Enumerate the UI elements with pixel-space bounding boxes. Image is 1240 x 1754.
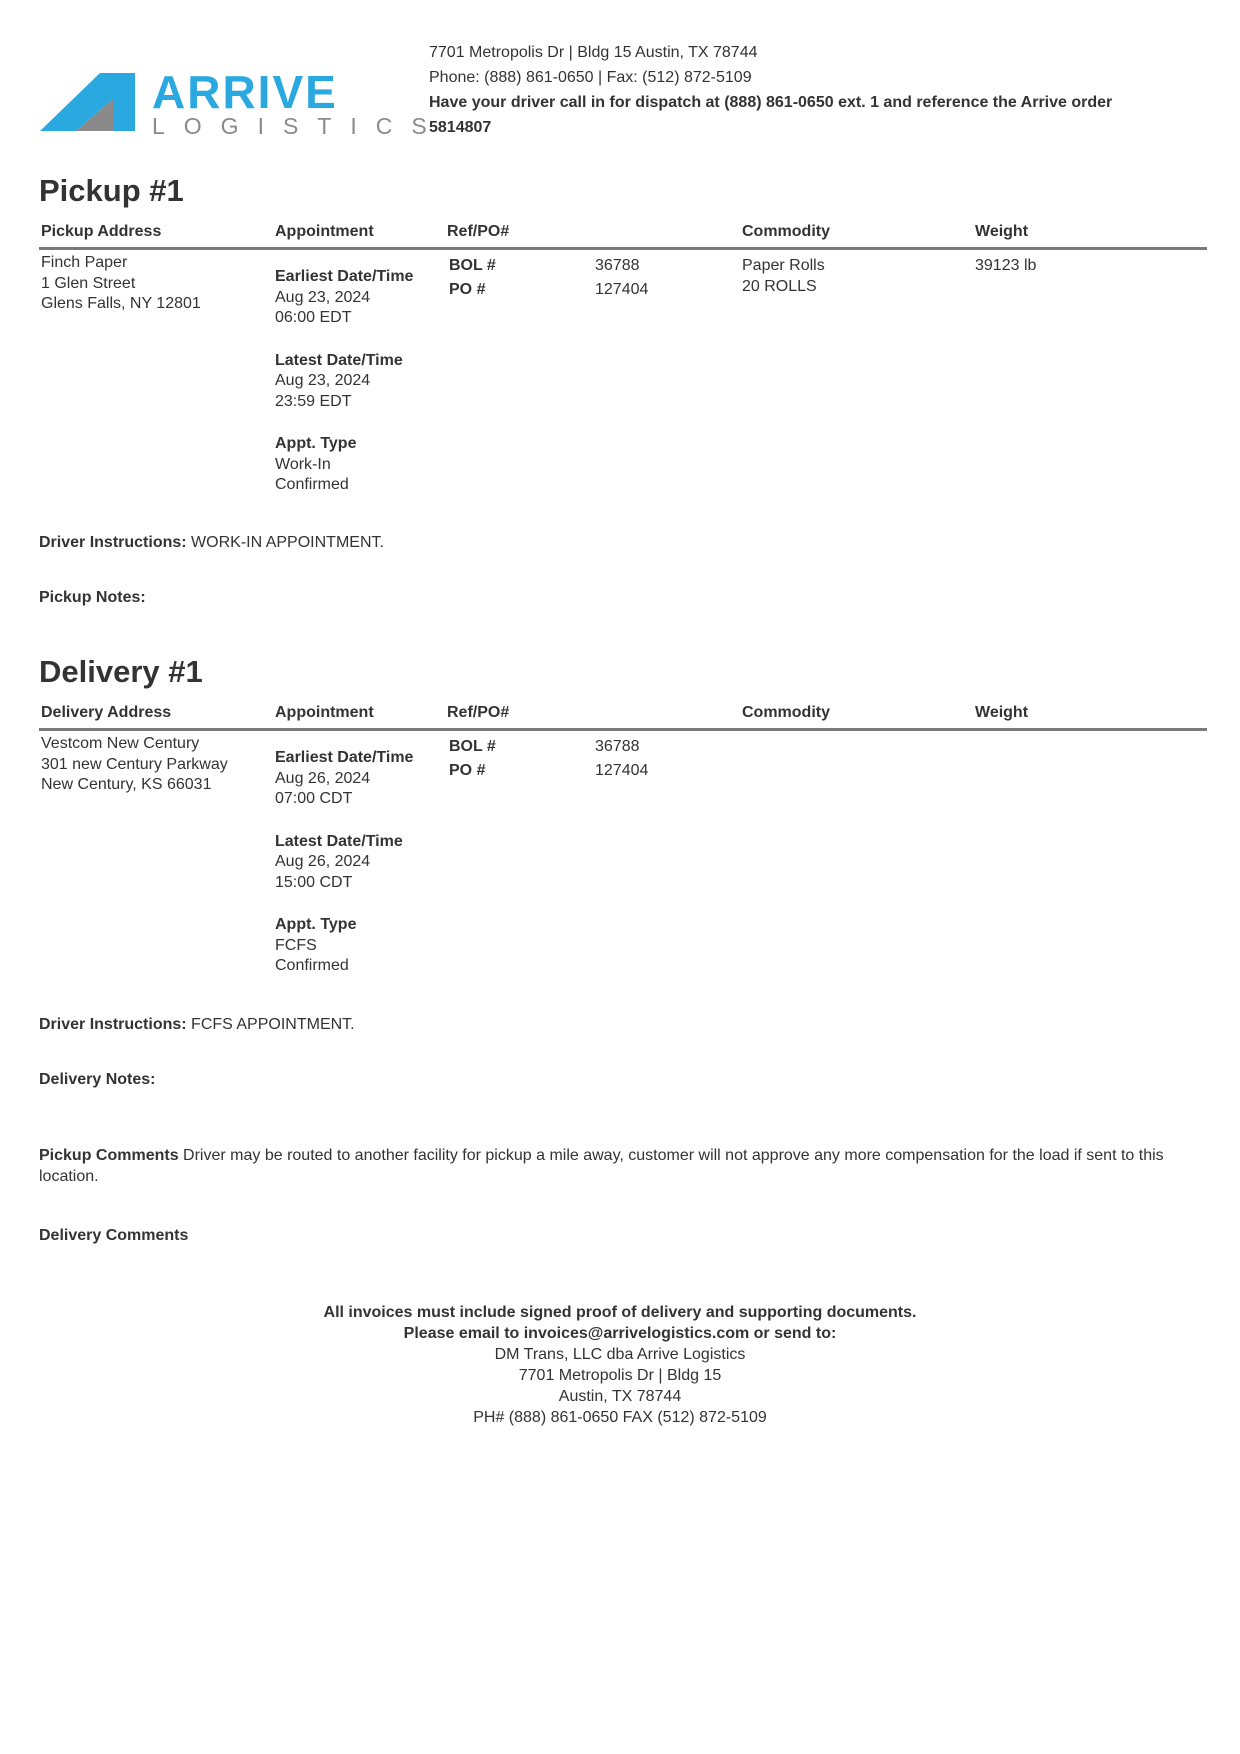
pickup-appt-type-label: Appt. Type (275, 435, 357, 452)
footer-line-6: PH# (888) 861-0650 FAX (512) 872-5109 (473, 1409, 767, 1426)
pickup-latest-time: 23:59 EDT (275, 392, 352, 410)
delivery-col-appointment: Appointment (275, 704, 374, 721)
delivery-latest-time: 15:00 CDT (275, 873, 353, 891)
pickup-comments-text: Driver may be routed to another facility for pickup a mile away, customer will not approve any more compensation for the load if sent to this location. (39, 1147, 1164, 1185)
pickup-col-appointment: Appointment (275, 223, 374, 240)
delivery-table-header (39, 702, 1207, 731)
pickup-col-ref: Ref/PO# (447, 223, 510, 240)
pickup-earliest (275, 267, 413, 329)
delivery-address (41, 734, 228, 796)
pickup-commodity-line: Paper Rolls (742, 257, 825, 274)
pickup-section (39, 173, 1207, 510)
delivery-comments-label: Delivery Comments (39, 1227, 189, 1244)
pickup-comments (39, 1145, 1209, 1187)
delivery-ref-labels (449, 737, 496, 785)
delivery-appointment (275, 734, 413, 977)
delivery-appt-type-value: FCFS (275, 936, 317, 954)
pickup-address (41, 253, 201, 315)
delivery-driver-instructions-label: Driver Instructions: (39, 1016, 187, 1033)
pickup-ref-labels (449, 256, 496, 304)
delivery-address-line: Vestcom New Century (41, 735, 200, 752)
delivery-col-commodity: Commodity (742, 704, 830, 721)
delivery-col-address: Delivery Address (41, 704, 172, 721)
delivery-col-ref: Ref/PO# (447, 704, 510, 721)
delivery-earliest-date: Aug 26, 2024 (275, 769, 371, 787)
pickup-col-address: Pickup Address (41, 223, 162, 240)
delivery-section (39, 654, 1207, 991)
delivery-earliest-label: Earliest Date/Time (275, 749, 414, 766)
header-phone: Phone: (888) 861-0650 | Fax: (512) 872-5109 (429, 69, 752, 86)
pickup-earliest-time: 06:00 EDT (275, 309, 352, 326)
delivery-po-label: PO # (449, 762, 486, 779)
delivery-title: Delivery #1 (39, 654, 203, 689)
pickup-table-header (39, 221, 1207, 250)
header-address: 7701 Metropolis Dr | Bldg 15 Austin, TX 78744 (429, 44, 758, 61)
delivery-po-value: 127404 (595, 762, 649, 779)
delivery-driver-instructions-text: FCFS APPOINTMENT. (191, 1016, 355, 1033)
delivery-address-line: 301 new Century Parkway (41, 755, 228, 773)
delivery-notes-label: Delivery Notes: (39, 1071, 156, 1088)
pickup-appt-type (275, 434, 413, 496)
pickup-latest-date: Aug 23, 2024 (275, 372, 371, 389)
pickup-col-weight: Weight (975, 223, 1029, 240)
delivery-appt-status: Confirmed (275, 957, 349, 974)
pickup-appt-type-value: Work-In (275, 455, 331, 473)
pickup-commodity (742, 256, 825, 297)
pickup-bol-label: BOL # (449, 257, 496, 274)
invoice-footer (0, 1302, 1240, 1428)
pickup-appointment (275, 253, 413, 496)
pickup-commodity-line: 20 ROLLS (742, 277, 817, 295)
pickup-earliest-label: Earliest Date/Time (275, 268, 414, 285)
pickup-latest (275, 351, 413, 413)
pickup-address-line: 1 Glen Street (41, 274, 136, 292)
delivery-bol-value: 36788 (595, 738, 640, 755)
footer-line-3: DM Trans, LLC dba Arrive Logistics (494, 1346, 746, 1363)
pickup-comments-label: Pickup Comments (39, 1147, 179, 1164)
pickup-po-value: 127404 (595, 281, 649, 298)
footer-line-5: Austin, TX 78744 (558, 1388, 682, 1405)
pickup-driver-instructions (39, 534, 384, 552)
delivery-bol-label: BOL # (449, 738, 496, 755)
delivery-ref-values (595, 737, 648, 785)
pickup-notes-label: Pickup Notes: (39, 589, 146, 606)
delivery-latest-date: Aug 26, 2024 (275, 853, 371, 870)
delivery-earliest-time: 07:00 CDT (275, 790, 353, 807)
delivery-appt-type-label: Appt. Type (275, 916, 357, 933)
pickup-table-row (39, 250, 1207, 510)
pickup-title: Pickup #1 (39, 173, 184, 208)
logo-word: ARRIVE (152, 66, 338, 118)
pickup-earliest-date: Aug 23, 2024 (275, 288, 371, 306)
pickup-po-label: PO # (449, 281, 486, 298)
header-info (429, 40, 1149, 140)
pickup-bol-value: 36788 (595, 257, 640, 274)
pickup-driver-instructions-label: Driver Instructions: (39, 534, 187, 551)
delivery-table-row (39, 731, 1207, 991)
delivery-col-weight: Weight (975, 704, 1029, 721)
delivery-address-line: New Century, KS 66031 (41, 776, 212, 793)
pickup-address-line: Glens Falls, NY 12801 (41, 295, 201, 312)
pickup-appt-status: Confirmed (275, 476, 349, 493)
pickup-col-commodity: Commodity (742, 223, 830, 240)
footer-line-4: 7701 Metropolis Dr | Bldg 15 (518, 1367, 722, 1384)
delivery-earliest (275, 748, 413, 810)
header-order-number: 5814807 (429, 119, 492, 136)
footer-line-1: All invoices must include signed proof of delivery and supporting documents. (323, 1304, 917, 1321)
delivery-appt-type (275, 915, 413, 977)
delivery-latest-label: Latest Date/Time (275, 832, 403, 850)
pickup-weight: 39123 lb (975, 257, 1037, 274)
pickup-latest-label: Latest Date/Time (275, 351, 403, 369)
pickup-driver-instructions-text: WORK-IN APPOINTMENT. (191, 534, 384, 551)
pickup-notes (39, 589, 146, 607)
delivery-comments (39, 1225, 1209, 1246)
delivery-notes (39, 1071, 156, 1089)
delivery-latest (275, 832, 413, 894)
logo-sub: LOGISTICS (152, 113, 446, 139)
pickup-ref-values (595, 256, 648, 304)
delivery-driver-instructions (39, 1016, 355, 1034)
arrive-logo (40, 66, 446, 139)
footer-line-2: Please email to invoices@arrivelogistics.com or send to: (403, 1325, 837, 1342)
header-dispatch: Have your driver call in for dispatch at (888) 861-0650 ext. 1 and reference the Arrive order (429, 94, 1113, 111)
pickup-address-line: Finch Paper (41, 254, 128, 271)
